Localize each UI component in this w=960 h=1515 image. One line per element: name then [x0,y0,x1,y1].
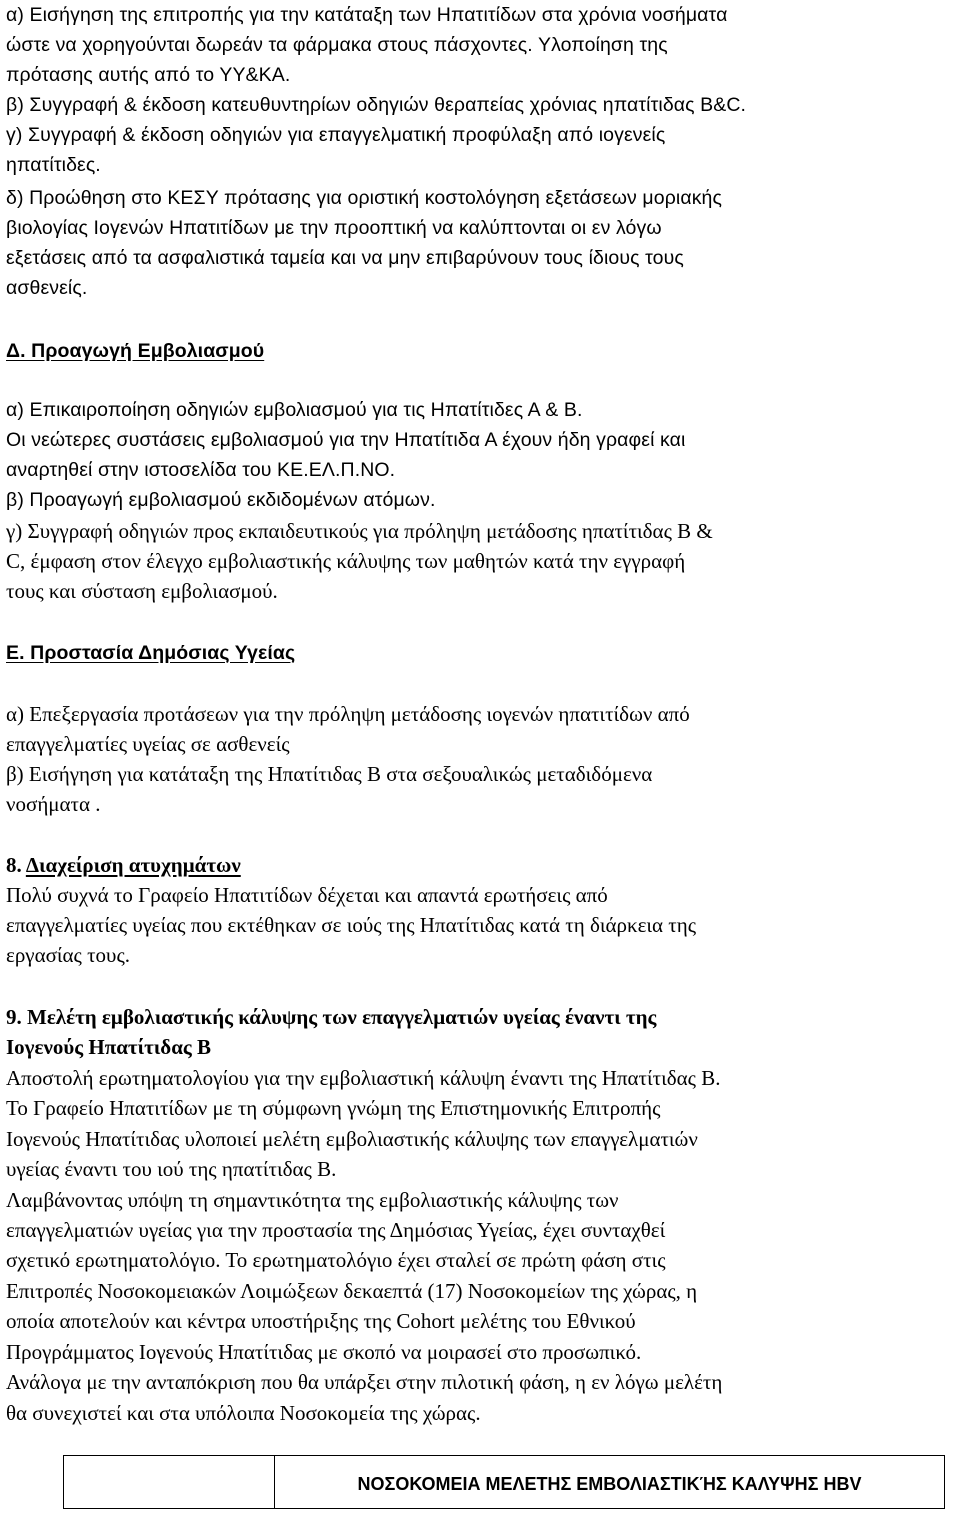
paragraph-line: τους και σύσταση εμβολιασμού. [6,579,278,603]
table-header-cell: ΝΟΣΟΚΟΜΕΙΑ ΜΕΛΕΤΗΣ ΕΜΒΟΛΙΑΣΤΙΚΉΣ ΚΑΛΥΨΗΣ HBV [274,1456,944,1508]
paragraph-line: οποία αποτελούν και κέντρα υποστήριξης της Cohort μελέτης του Εθνικού [6,1309,636,1333]
section-heading-e: Ε. Προστασία Δημόσιας Υγείας [6,642,296,664]
section-heading-8 [6,850,241,880]
paragraph-line: αναρτηθεί στην ιστοσελίδα του ΚΕ.ΕΛ.Π.ΝΟ. [6,459,396,481]
paragraph-line: σχετικό ερωτηματολόγιο. Το ερωτηματολόγιο έχει σταλεί σε πρώτη φάση στις [6,1248,666,1272]
paragraph-line: ώστε να χορηγούνται δωρεάν τα φάρμακα στους πάσχοντες. Υλοποίηση της [6,34,668,56]
paragraph-line: Ιογενούς Ηπατίτιδας υλοποιεί μελέτη εμβολιαστικής κάλυψης των επαγγελματιών [6,1127,698,1151]
paragraph-line: εργασίας τους. [6,943,131,967]
section-heading-9: 9. Μελέτη εμβολιαστικής κάλυψης των επαγγελματιών υγείας έναντι της [6,1005,657,1029]
paragraph-line: πρότασης αυτής από το ΥΥ&ΚΑ. [6,64,291,86]
paragraph-line: ηπατίτιδες. [6,154,101,176]
hospitals-table [63,1455,945,1509]
paragraph-line: γ) Συγγραφή οδηγιών προς εκπαιδευτικούς για πρόληψη μετάδοσης ηπατίτιδας Β & [6,519,713,543]
paragraph-line: Οι νεώτερες συστάσεις εμβολιασμού για την Ηπατίτιδα Α έχουν ήδη γραφεί και [6,429,686,451]
paragraph-line: γ) Συγγραφή & έκδοση οδηγιών για επαγγελματική προφύλαξη από ιογενείς [6,124,666,146]
paragraph-line: δ) Προώθηση στο ΚΕΣΥ πρότασης για οριστική κοστολόγηση εξετάσεων μοριακής [6,187,722,209]
paragraph-line: Αποστολή ερωτηματολογίου για την εμβολιαστική κάλυψη έναντι της Ηπατίτιδας Β. [6,1066,721,1090]
paragraph-line: β) Συγγραφή & έκδοση κατευθυντηρίων οδηγιών θεραπείας χρόνιας ηπατίτιδας B&C. [6,94,747,116]
paragraph-line: Το Γραφείο Ηπατιτίδων με τη σύμφωνη γνώμη της Επιστημονικής Επιτροπής [6,1096,661,1120]
section-title: Διαχείριση ατυχημάτων [25,853,241,877]
section-heading-d: Δ. Προαγωγή Εμβολιασμού [6,340,265,362]
paragraph-line: Λαμβάνοντας υπόψη τη σημαντικότητα της εμβολιαστικής κάλυψης των [6,1188,619,1212]
paragraph-line: επαγγελματίες υγείας που εκτέθηκαν σε ιούς της Ηπατίτιδας κατά τη διάρκεια της [6,913,697,937]
paragraph-line: α) Εισήγηση της επιτροπής για την κατάταξη των Ηπατιτίδων στα χρόνια νοσήματα [6,4,728,26]
paragraph-line: βιολογίας Ιογενών Ηπατιτίδων με την προοπτική να καλύπτονται οι εν λόγω [6,217,662,239]
paragraph-line: υγείας έναντι του ιού της ηπατίτιδας Β. [6,1157,337,1181]
paragraph-line: επαγγελματίες υγείας σε ασθενείς [6,732,290,756]
paragraph-line: Προγράμματος Ιογενούς Ηπατίτιδας με σκοπό να μοιρασεί στο προσωπικό. [6,1340,642,1364]
paragraph-line: Ανάλογα με την ανταπόκριση που θα υπάρξει στην πιλοτική φάση, η εν λόγω μελέτη [6,1370,723,1394]
paragraph-line: Επιτροπές Νοσοκομειακών Λοιμώξεων δεκαεπτά (17) Νοσοκομείων της χώρας, η [6,1279,698,1303]
paragraph-line: C, έμφαση στον έλεγχο εμβολιαστικής κάλυψης των μαθητών κατά την εγγραφή [6,549,686,573]
paragraph-line: εξετάσεις από τα ασφαλιστικά ταμεία και να μην επιβαρύνουν τους ίδιους τους [6,247,684,269]
paragraph-line: θα συνεχιστεί και στα υπόλοιπα Νοσοκομεία της χώρας. [6,1401,481,1425]
paragraph-line: νοσήματα . [6,792,101,816]
paragraph-line: β) Εισήγηση για κατάταξη της Ηπατίτιδας Β στα σεξουαλικώς μεταδιδόμενα [6,762,653,786]
paragraph-line: α) Επεξεργασία προτάσεων για την πρόληψη μετάδοσης ιογενών ηπατιτίδων από [6,702,690,726]
paragraph-line: Πολύ συχνά το Γραφείο Ηπατιτίδων δέχεται και απαντά ερωτήσεις από [6,883,608,907]
section-number: 8. [6,853,26,877]
paragraph-line: β) Προαγωγή εμβολιασμού εκδιδομένων ατόμων. [6,489,436,511]
paragraph-line: ασθενείς. [6,277,88,299]
section-heading-9-cont: Ιογενούς Ηπατίτιδας Β [6,1035,212,1059]
paragraph-line: α) Επικαιροποίηση οδηγιών εμβολιασμού για τις Ηπατίτιδες Α & Β. [6,399,583,421]
paragraph-line: επαγγελματιών υγείας για την προστασία της Δημόσιας Υγείας, έχει συνταχθεί [6,1218,666,1242]
